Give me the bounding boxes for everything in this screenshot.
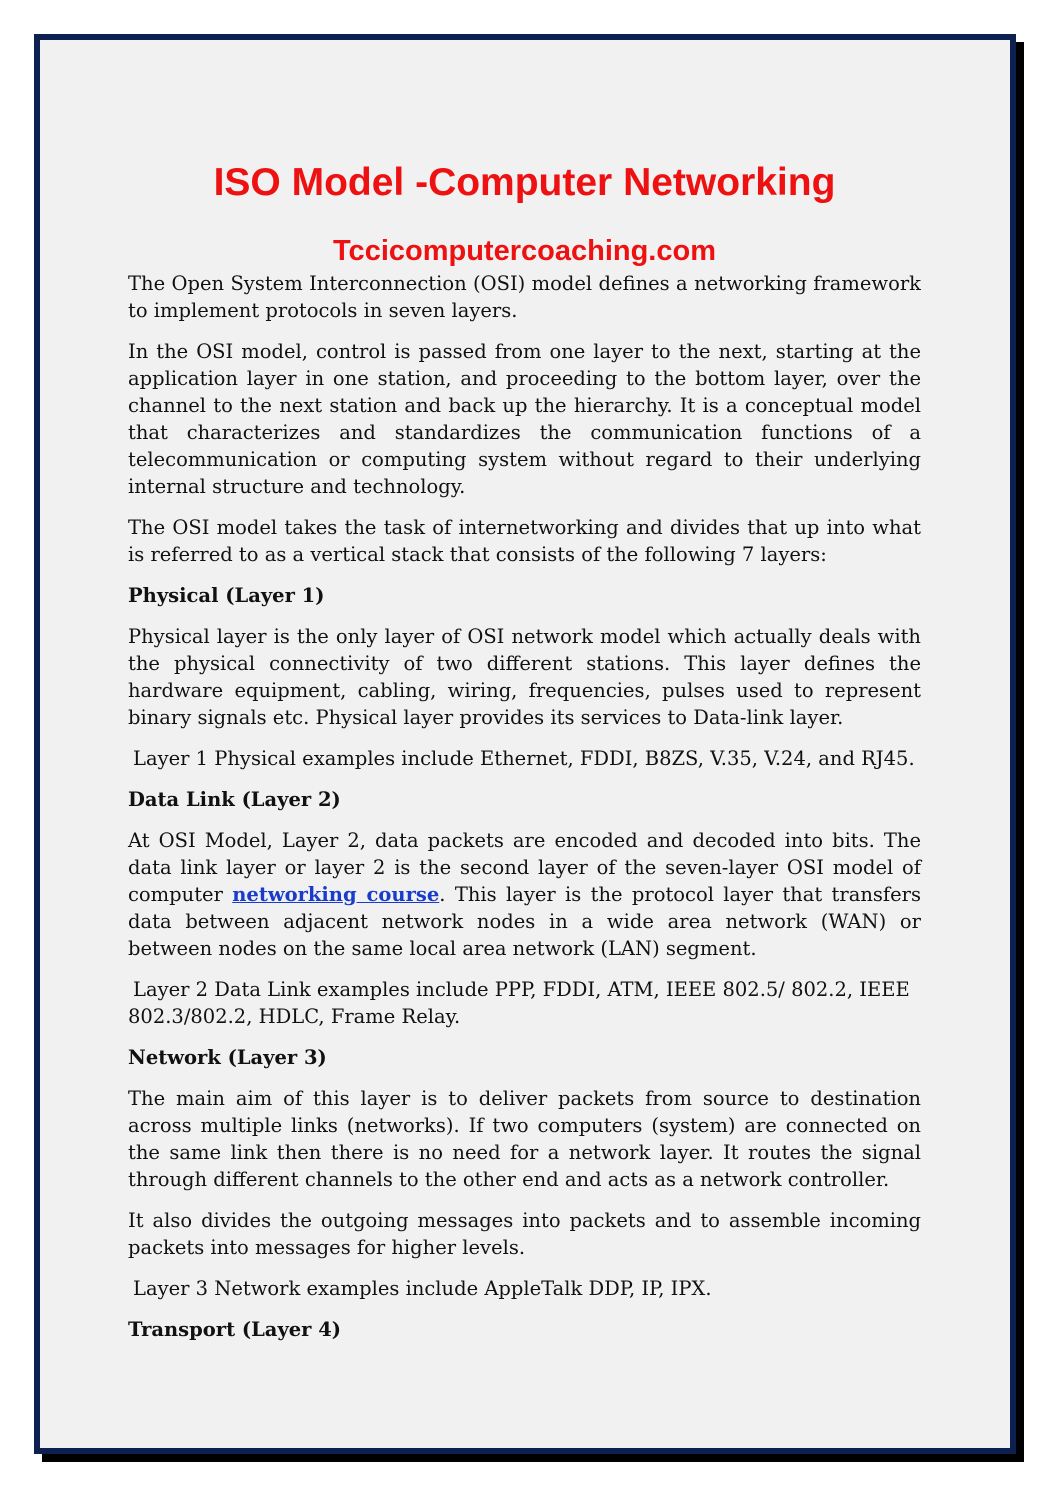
document-content: [128, 160, 921, 1357]
layer3-examples: Layer 3 Network examples include AppleTalk DDP, IP, IPX.: [133, 1277, 712, 1300]
osi-stack-paragraph: The OSI model takes the task of internetworking and divides that up into what is referred to as a vertical stack that consists of the following 7 layers:: [128, 516, 921, 566]
layer1-heading: Physical (Layer 1): [128, 584, 325, 607]
intro-paragraph: The Open System Interconnection (OSI) model defines a networking framework to implement protocols in seven layers.: [128, 272, 921, 322]
document-page: [34, 34, 1016, 1454]
networking-course-link[interactable]: networking course: [232, 883, 440, 906]
layer1-body: Physical layer is the only layer of OSI network model which actually deals with the physical connectivity of two different stations. This layer defines the hardware equipment, cabling, wiring, frequencies, pulses used to represent binary signals etc. Physical layer provides its services to Data-link layer.: [128, 625, 921, 729]
layer2-body: [128, 827, 921, 962]
layer2-body-after: . This layer is the protocol layer that transfers data between adjacent network nodes in a wide area network (WAN) or between nodes on the same local area network (LAN) segment.: [128, 883, 921, 960]
page-subtitle: Tccicomputercoaching.com: [333, 235, 716, 267]
layer3-body2: It also divides the outgoing messages into packets and to assemble incoming packets into messages for higher levels.: [128, 1209, 921, 1259]
layer2-heading: Data Link (Layer 2): [128, 788, 341, 811]
page-title: ISO Model -Computer Networking: [213, 161, 836, 204]
layer2-examples: Layer 2 Data Link examples include PPP, FDDI, ATM, IEEE 802.5/ 802.2, IEEE 802.3/802.2, HDLC, Frame Relay.: [128, 978, 910, 1028]
osi-control-paragraph: In the OSI model, control is passed from one layer to the next, starting at the application layer in one station, and proceeding to the bottom layer, over the channel to the next station and back up the hierarchy. It is a conceptual model that characterizes and standardizes the communication functions of a telecommunication or computing system without regard to their underlying internal structure and technology.: [128, 340, 921, 498]
layer3-body: The main aim of this layer is to deliver packets from source to destination across multiple links (networks). If two computers (system) are connected on the same link then there is no need for a network layer. It routes the signal through different channels to the other end and acts as a network controller.: [128, 1087, 921, 1191]
layer4-heading: Transport (Layer 4): [128, 1318, 342, 1341]
layer3-heading: Network (Layer 3): [128, 1046, 327, 1069]
layer1-examples: Layer 1 Physical examples include Ethernet, FDDI, B8ZS, V.35, V.24, and RJ45.: [133, 747, 915, 770]
layer2-body-before: At OSI Model, Layer 2, data packets are encoded and decoded into bits. The data link layer or layer 2 is the second layer of the seven-layer OSI model of computer: [128, 829, 921, 906]
